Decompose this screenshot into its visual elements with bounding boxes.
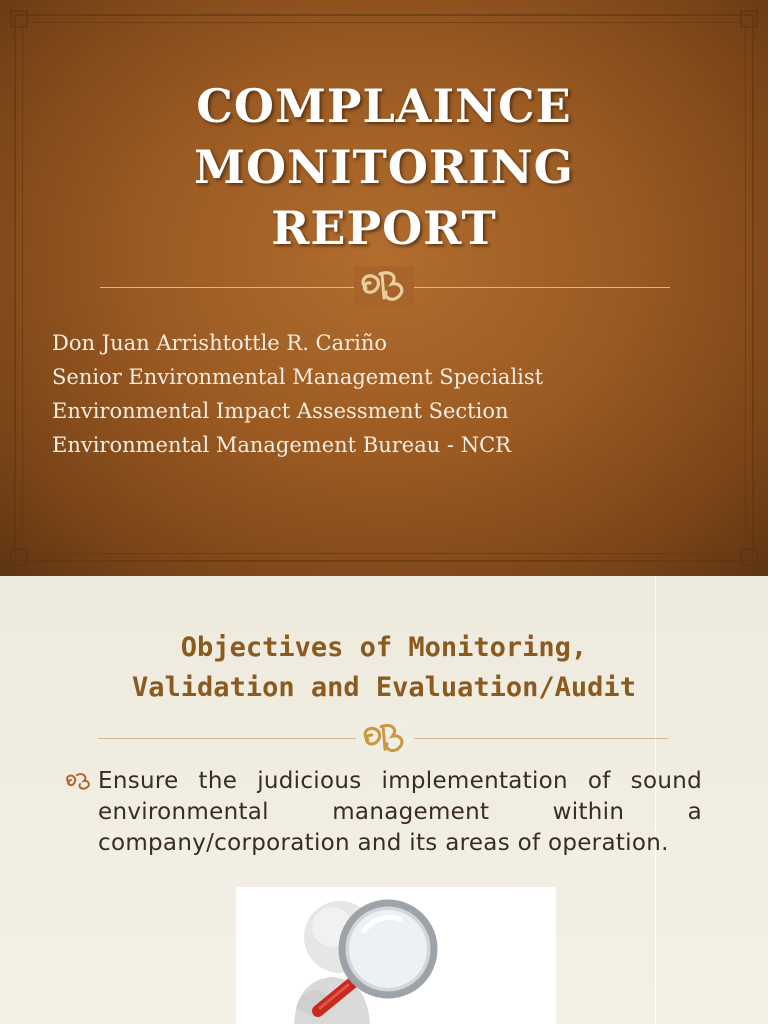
person-with-magnifying-glass-icon	[236, 887, 556, 1024]
title-line-2: MONITORING	[194, 140, 574, 194]
presenter-section: Environmental Impact Assessment Section	[52, 399, 509, 423]
presenter-name: Don Juan Arrishtottle R. Cariño	[52, 331, 388, 355]
frame-corner-icon	[10, 10, 28, 28]
title-line-2: Validation and Evaluation/Audit	[132, 672, 636, 703]
presenter-position: Senior Environmental Management Specialist	[52, 365, 544, 389]
flourish-ornament-icon	[354, 266, 414, 306]
flourish-ornament-icon	[356, 719, 414, 757]
title-line-1: Objectives of Monitoring,	[180, 632, 588, 663]
presenter-office: Environmental Management Bureau - NCR	[52, 433, 511, 457]
objectives-slide	[0, 576, 768, 1024]
presenter-info	[52, 326, 732, 462]
frame-corner-icon	[740, 548, 758, 566]
slide-title	[40, 628, 728, 708]
frame-corner-icon	[740, 10, 758, 28]
title-line-3: REPORT	[271, 201, 497, 255]
slide-title	[60, 76, 708, 259]
flourish-bullet-icon	[62, 770, 92, 792]
bullet-text: Ensure the judicious implementation of sound environmental management within a company/corporation and its areas of operation.	[98, 768, 702, 856]
title-line-1: COMPLAINCE	[196, 79, 572, 133]
frame-corner-icon	[10, 548, 28, 566]
